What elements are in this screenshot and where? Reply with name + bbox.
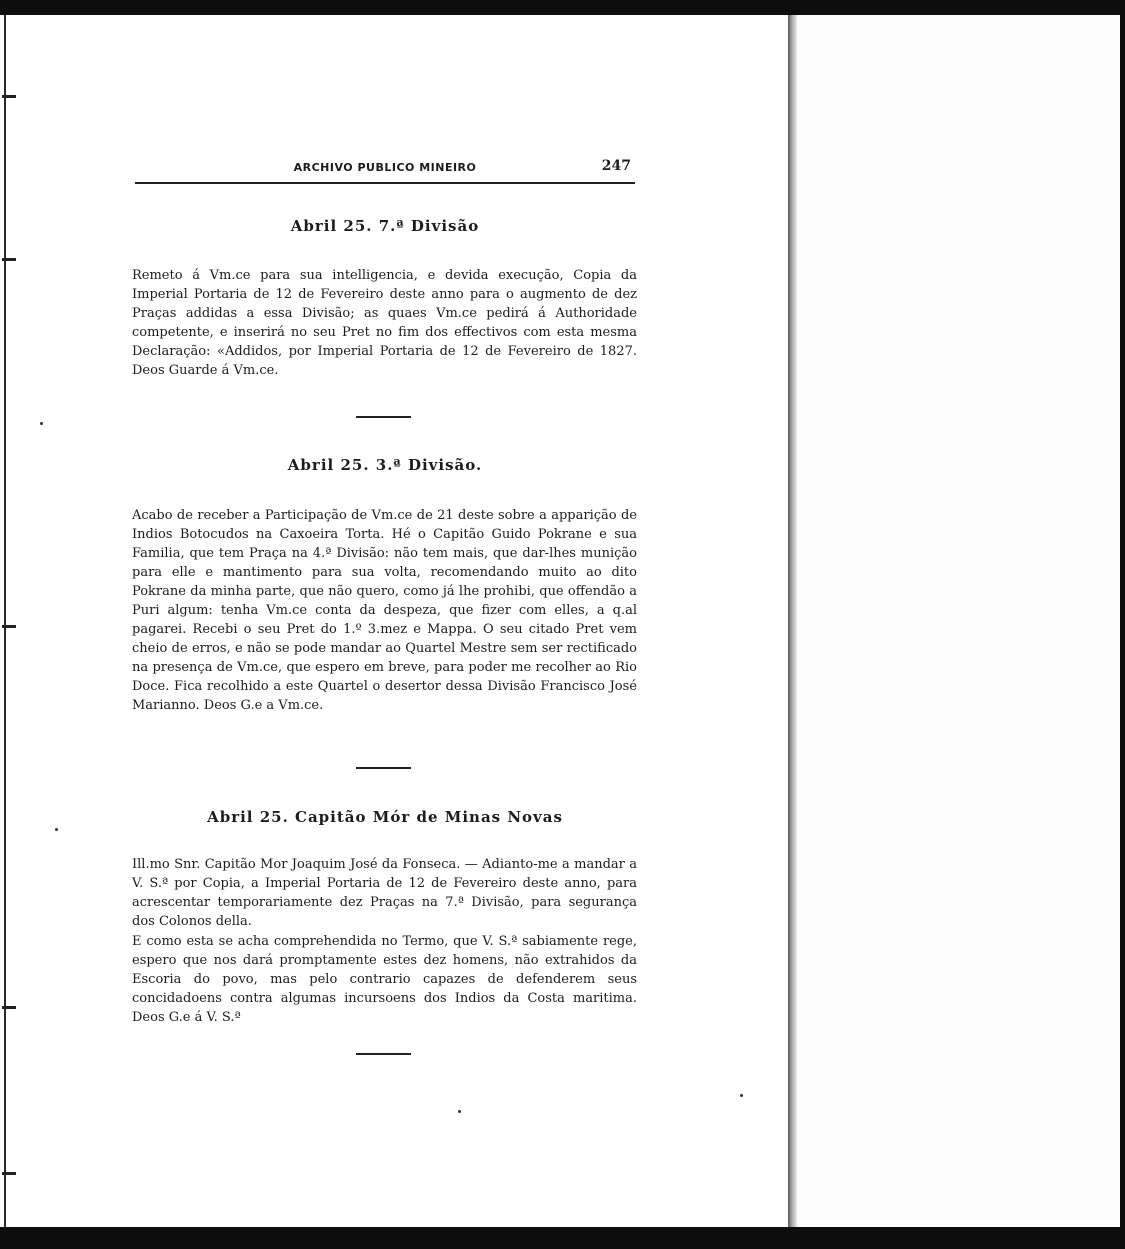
- scan-margin-mark: [2, 1006, 16, 1009]
- section-heading: Abril 25. Capitão Mór de Minas Novas: [207, 808, 563, 826]
- section-paragraph: E como esta se acha comprehendida no Termo, que V. S.ª sabiamente rege, espero que nos dará promptamente estes dez homens, não extrahidos da Escoria do povo, mas pelo contrario capazes de defenderem seus concidadoens contra algumas incursoens dos Indios da Costa maritima. Deos G.e á V. S.ª: [132, 934, 637, 1025]
- running-header-title: ARCHIVO PUBLICO MINEIRO: [293, 161, 477, 174]
- scan-left-edge: [4, 15, 6, 1227]
- section-paragraph: Remeto á Vm.ce para sua intelligencia, e devida execução, Copia da Imperial Portaria de 12 de Fevereiro deste anno para o augmento de dez Praças addidas a essa Divisão; as quaes Vm.ce pedirá á Authoridade competente, e inserirá no seu Pret no fim dos effectivos com esta mesma Declaração: «Addidos, por Imperial Portaria de 12 de Fevereiro de 1827. Deos Guarde á Vm.ce.: [132, 268, 637, 378]
- scan-bottom-border: [0, 1227, 1125, 1249]
- scan-margin-mark: [2, 258, 16, 261]
- scan-speck: [740, 1094, 743, 1097]
- page-gutter: [788, 15, 797, 1227]
- page-number: 247: [601, 158, 631, 174]
- section-divider: [356, 767, 411, 769]
- section-divider: [356, 416, 411, 418]
- scan-top-border: [0, 0, 1125, 15]
- scan-speck: [458, 1110, 461, 1113]
- scan-margin-mark: [2, 1172, 16, 1175]
- scan-margin-mark: [2, 625, 16, 628]
- scan-speck: [55, 828, 58, 831]
- running-header: [135, 160, 635, 184]
- section-heading: Abril 25. 3.ª Divisão.: [287, 456, 483, 474]
- scan-speck: [40, 422, 43, 425]
- facing-page: [797, 15, 1120, 1227]
- section-paragraph: Acabo de receber a Participação de Vm.ce de 21 deste sobre a apparição de Indios Botocudos na Caxoeira Torta. Hé o Capitão Guido Pokrane e sua Familia, que tem Praça na 4.ª Divisão: não tem mais, que dar-lhes munição para elle e mantimento para sua volta, recomendando muito ao dito Pokrane da minha parte, que não quero, como já lhe prohibi, que offendão a Puri algum: tenha Vm.ce conta da despeza, que fizer com elles, a q.al pagarei. Recebi o seu Pret do 1.º 3.mez e Mappa. O seu citado Pret vem cheio de erros, e não se pode mandar ao Quartel Mestre sem ser rectificado na presença de Vm.ce, que espero em breve, para poder me recolher ao Rio Doce. Fica recolhido a este Quartel o desertor dessa Divisão Francisco José Marianno. Deos G.e a Vm.ce.: [132, 508, 637, 713]
- scan-right-edge: [1120, 15, 1125, 1227]
- scan-margin-mark: [2, 95, 16, 98]
- section-paragraph: Ill.mo Snr. Capitão Mor Joaquim José da Fonseca. — Adianto-me a mandar a V. S.ª por Copia, a Imperial Portaria de 12 de Fevereiro deste anno, para acrescentar temporariamente dez Praças na 7.ª Divisão, para segurança dos Colonos della.: [132, 857, 637, 929]
- section-divider: [356, 1053, 411, 1055]
- section-heading: Abril 25. 7.ª Divisão: [290, 217, 480, 235]
